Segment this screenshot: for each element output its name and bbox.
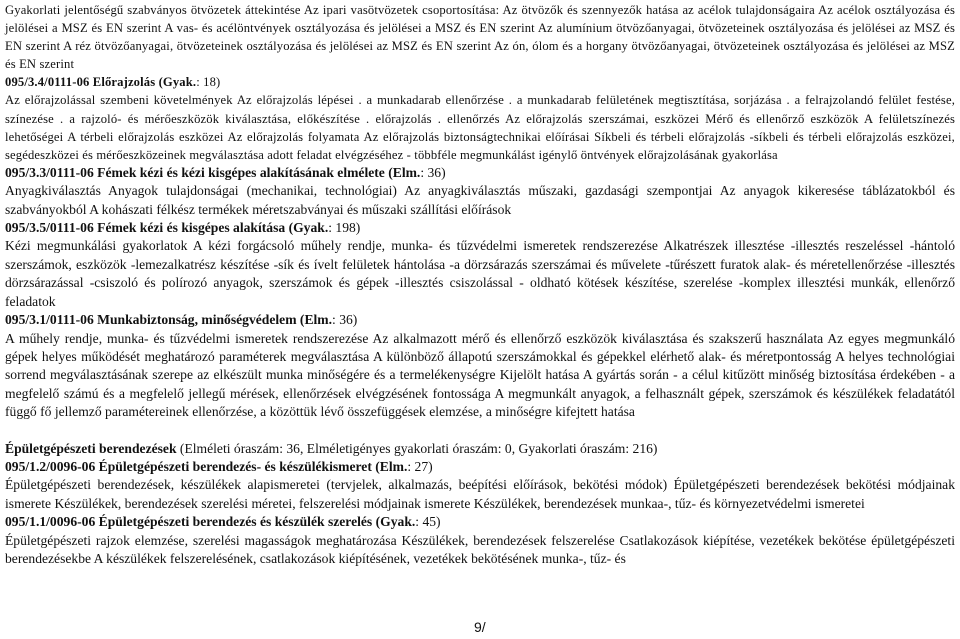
- module-code-title: 095/3.1/0111-06 Munkabiztonság, minőségvédelem (Elm.: [5, 312, 333, 328]
- module-heading-berendezes-ismeret: [5, 458, 955, 476]
- module-heading-elorajzolas: [5, 73, 955, 91]
- profession-heading: [5, 440, 955, 458]
- module-body-femek-gyakorlat: Kézi megmunkálási gyakorlatok A kézi forgácsoló műhely rendje, munka- és tűzvédelmi ismeretek rendszerezése Alkatrészek illesztése -illesztés reszeléssel -hántoló szerszámok, eszközök -lemezalkatrész készítése -sík és ívelt felületek hántolása -a dörzsárazás szerszámai és művelete -tűrészett furatok alak- és méretellenőrzése -illesztés dörzsárazással -csiszoló és polírozó anyagok, szerszámok és gépek -illesztés csiszolással - oldható kötések készítése, szerelése -komplex illesztési munkák, ellenőrző feladatok: [5, 238, 955, 309]
- module-body-munkabiztonsag: A műhely rendje, munka- és tűzvédelmi ismeretek rendszerezése Az alkalmazott mérő és ellenőrző eszközök kiválasztása és szakszerű használata Az egyes megmunkáló gépek helyes működését meghatározó paraméterek megválasztása A különböző állapotú szerszámokkal és gépekkel elérhető alak- és méretpontosság A helyes technológiai sorrend megválasztásának szerepe az elkészült munka minőségére és a termelékenységre Kijelölt hatása A gyártás során - a célul kitűzött minőség biztosítása érdekében - a megfelelő számú és a megfelelő jellegű mérések, ellenőrzések elvégzésének fontossága A megmunkált anyagok, a felhasznált gépek, szerszámok és készülékek feladatától függő fő jellemző paramétereinek ellenőrzése, a közöttük lévő összefüggések elemzése, a minőségre kifejtett hatása: [5, 330, 955, 420]
- module-hours: : 45): [415, 514, 441, 530]
- module-code-title: 095/3.4/0111-06 Előrajzolás (Gyak.: [5, 75, 197, 90]
- module-heading-munkabiztonsag: [5, 311, 955, 329]
- module-hours: : 36): [420, 164, 446, 180]
- module-heading-berendezes-szereles: [5, 513, 955, 531]
- intro-paragraph: Gyakorlati jelentőségű szabványos ötvözetek áttekintése Az ipari vasötvözetek csoportosítása: Az ötvözők és szennyezők hatása az acélok tulajdonságaira Az acélok osztályozása és jelölései a MSZ és EN szerint A vas- és acélöntvények osztályozása és jelölései a MSZ és EN szerint Az alumínium ötvözőanyagai, ötvözeteinek osztályozása és jelölései az MSZ és EN szerint A réz ötvözőanyagai, ötvözeteinek osztályozása és jelölései az MSZ és EN szerint Az ón, ólom és a horgany ötvözőanyagai, ötvözeteinek osztályozása és jelölései az MSZ és EN szerint: [5, 3, 955, 72]
- module-body-femek-elmelet: Anyagkiválasztás Anyagok tulajdonságai (mechanikai, technológiai) Az anyagkiválasztás műszaki, gazdasági szempontjai Az anyagok kikeresése táblázatokból és szabványokból A kohászati félkész termékek méretszabványai és műszaki szállítási előírások: [5, 183, 955, 217]
- section-spacer: [5, 422, 955, 440]
- module-code-title: 095/3.5/0111-06 Fémek kézi és kisgépes alakítása (Gyak.: [5, 220, 329, 236]
- module-heading-femek-gyakorlat: [5, 219, 955, 237]
- module-body-berendezes-szereles: Épületgépészeti rajzok elemzése, szerelési magasságok meghatározása Készülékek, berendezések felszerelése Csatlakozások kiépítése, vezetékek bekötése épületgépészeti berendezésekbe A készülékek felszerelésének, csatlakozások kiépítésének, vezetékek bekötésének munka-, tűz- és: [5, 532, 955, 566]
- module-body-elorajzolas: Az előrajzolással szembeni követelmények Az előrajzolás lépései . a munkadarab ellenőrzése . a munkadarab felületének megtisztítása, sorjázása . a felrajzolandó felület festése, színezése . a rajzoló- és mérőeszközök kiválasztása, előkészítése . előrajzolás . ellenőrzés Az előrajzolás szerszámai, eszközei Mérő és ellenőrző eszközök A felületszínezés lehetőségei A térbeli előrajzolás eszközei Az előrajzolás folyamata Az előrajzolás biztonságtechnikai előírásai Síkbeli és térbeli előrajzolás -síkbeli és térbeli előrajzolás eszközei, segédeszközei és mérőeszközeinek megválasztása adott feladat elvégzéséhez - többféle megmunkálást igénylő öntvények előrajzolásának gyakorlása: [5, 93, 955, 162]
- module-hours: : 198): [328, 220, 361, 236]
- module-heading-femek-elmelet: [5, 164, 955, 182]
- document-body: [5, 1, 955, 568]
- module-body-berendezes-ismeret: Épületgépészeti berendezések, készülékek alapismeretei (tervjelek, alkalmazás, beépítési előírások, bekötési módok) Épületgépészeti berendezések bekötési módjainak ismerete Készülékek, berendezések szerelési méretei, felszerelési módjainak ismerete Készülékek, berendezések munkaa-, tűz- és környezetvédelmi ismeretei: [5, 477, 955, 511]
- module-hours: : 36): [332, 312, 358, 328]
- module-hours: : 18): [196, 75, 221, 90]
- page-number: 9/: [474, 619, 486, 635]
- profession-name: Épületgépészeti berendezések: [5, 440, 177, 456]
- module-code-title: 095/1.1/0096-06 Épületgépészeti berendezés és készülék szerelés (Gyak.: [5, 514, 416, 530]
- module-code-title: 095/3.3/0111-06 Fémek kézi és kézi kisgépes alakításának elmélete (Elm.: [5, 164, 421, 180]
- module-code-title: 095/1.2/0096-06 Épületgépészeti berendezés- és készülékismeret (Elm.: [5, 458, 408, 474]
- profession-hours: (Elméleti óraszám: 36, Elméletigényes gyakorlati óraszám: 0, Gyakorlati óraszám: 216): [176, 440, 658, 456]
- module-hours: : 27): [407, 458, 433, 474]
